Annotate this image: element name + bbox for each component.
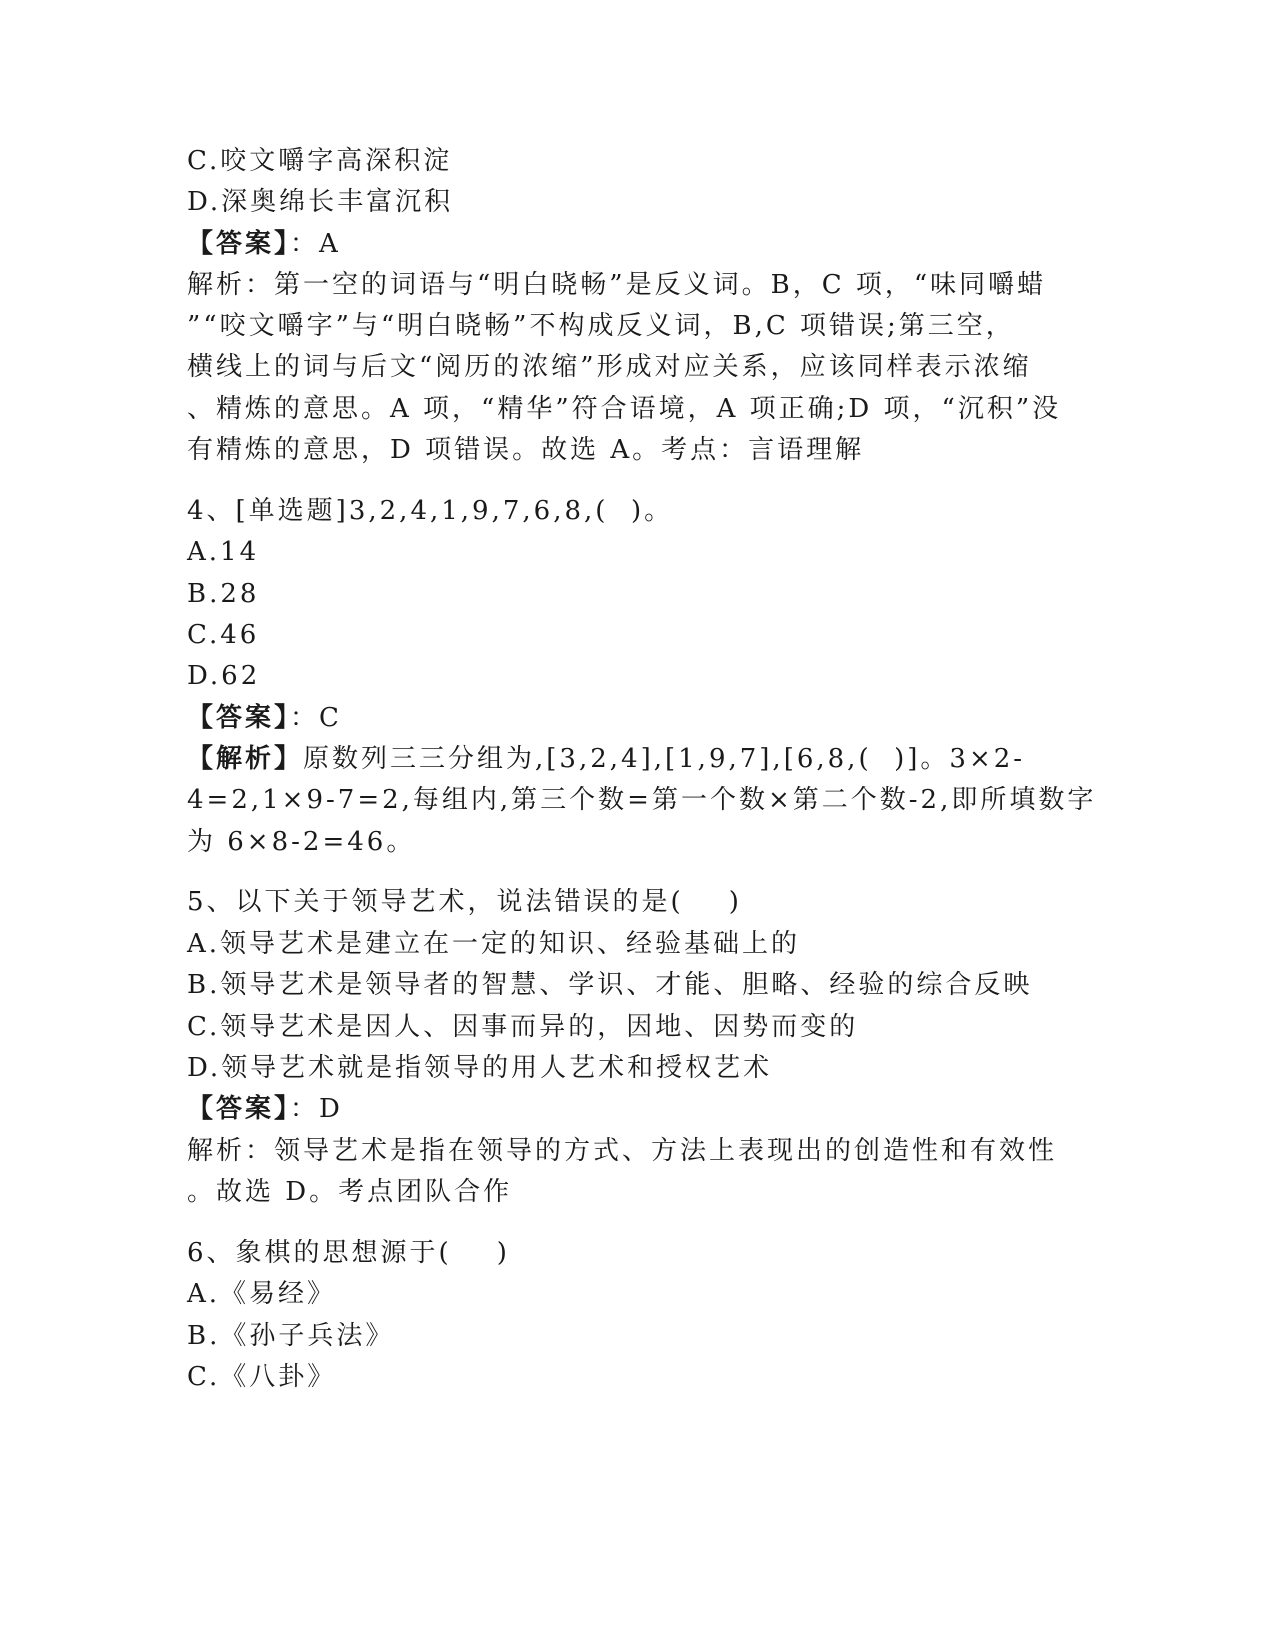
- q6-option-a: A.《易经》: [187, 1279, 337, 1309]
- q5-option-a: A.领导艺术是建立在一定的知识、经验基础上的: [187, 929, 801, 959]
- q3-analysis-line: 、精炼的意思。A 项，“精华”符合语境，A 项正确;D 项，“沉积”没: [187, 394, 1062, 424]
- answer-label: 【答案】: [187, 1094, 291, 1124]
- q6-option-c: C.《八卦》: [187, 1362, 337, 1392]
- q5-option-d: D.领导艺术就是指领导的用人艺术和授权艺术: [187, 1053, 773, 1083]
- q4-option-a: A.14: [187, 537, 260, 567]
- q5-analysis-line: 。故选 D。考点团队合作: [187, 1177, 513, 1207]
- q6-stem: 6、象棋的思想源于( ): [187, 1238, 510, 1268]
- answer-value: ：C: [290, 703, 342, 733]
- q5-answer: [187, 1094, 343, 1124]
- q5-analysis-line: 解析：领导艺术是指在领导的方式、方法上表现出的创造性和有效性: [187, 1136, 1058, 1166]
- answer-value: ：D: [290, 1094, 343, 1124]
- q4-option-d: D.62: [187, 661, 261, 691]
- analysis-text: 原数列三三分组为,[3,2,4],[1,9,7],[6,8,( )]。3×2-: [303, 744, 1026, 774]
- q3-analysis-line: 解析：第一空的词语与“明白晓畅”是反义词。B，C 项，“味同嚼蜡: [187, 270, 1047, 300]
- answer-label: 【答案】: [187, 703, 291, 733]
- q4-answer: [187, 703, 342, 733]
- analysis-label: 【解析】: [187, 744, 304, 774]
- q4-option-b: B.28: [187, 579, 260, 609]
- q4-analysis-line: 为 6×8-2=46。: [187, 827, 416, 857]
- q3-analysis-line: ”“咬文嚼字”与“明白晓畅”不构成反义词，B,C 项错误;第三空，: [187, 311, 1015, 341]
- q4-option-c: C.46: [187, 620, 260, 650]
- q3-analysis-line: 有精炼的意思，D 项错误。故选 A。考点：言语理解: [187, 435, 865, 465]
- q4-analysis-line: 4=2,1×9-7=2,每组内,第三个数=第一个数×第二个数-2,即所填数字: [187, 785, 1097, 815]
- q4-stem: 4、[单选题]3,2,4,1,9,7,6,8,( )。: [187, 496, 674, 526]
- q3-option-d: D.深奥绵长丰富沉积: [187, 187, 454, 217]
- q3-option-c: C.咬文嚼字高深积淀: [187, 146, 453, 176]
- answer-label: 【答案】: [187, 229, 291, 259]
- q4-analysis-line: [187, 744, 1025, 774]
- q3-analysis-line: 横线上的词与后文“阅历的浓缩”形成对应关系，应该同样表示浓缩: [187, 352, 1032, 382]
- q3-answer: [187, 229, 341, 259]
- q5-option-c: C.领导艺术是因人、因事而异的，因地、因势而变的: [187, 1012, 859, 1042]
- q5-option-b: B.领导艺术是领导者的智慧、学识、才能、胆略、经验的综合反映: [187, 970, 1033, 1000]
- q5-stem: 5、以下关于领导艺术，说法错误的是( ): [187, 887, 742, 917]
- q6-option-b: B.《孙子兵法》: [187, 1321, 395, 1351]
- answer-value: ：A: [290, 229, 341, 259]
